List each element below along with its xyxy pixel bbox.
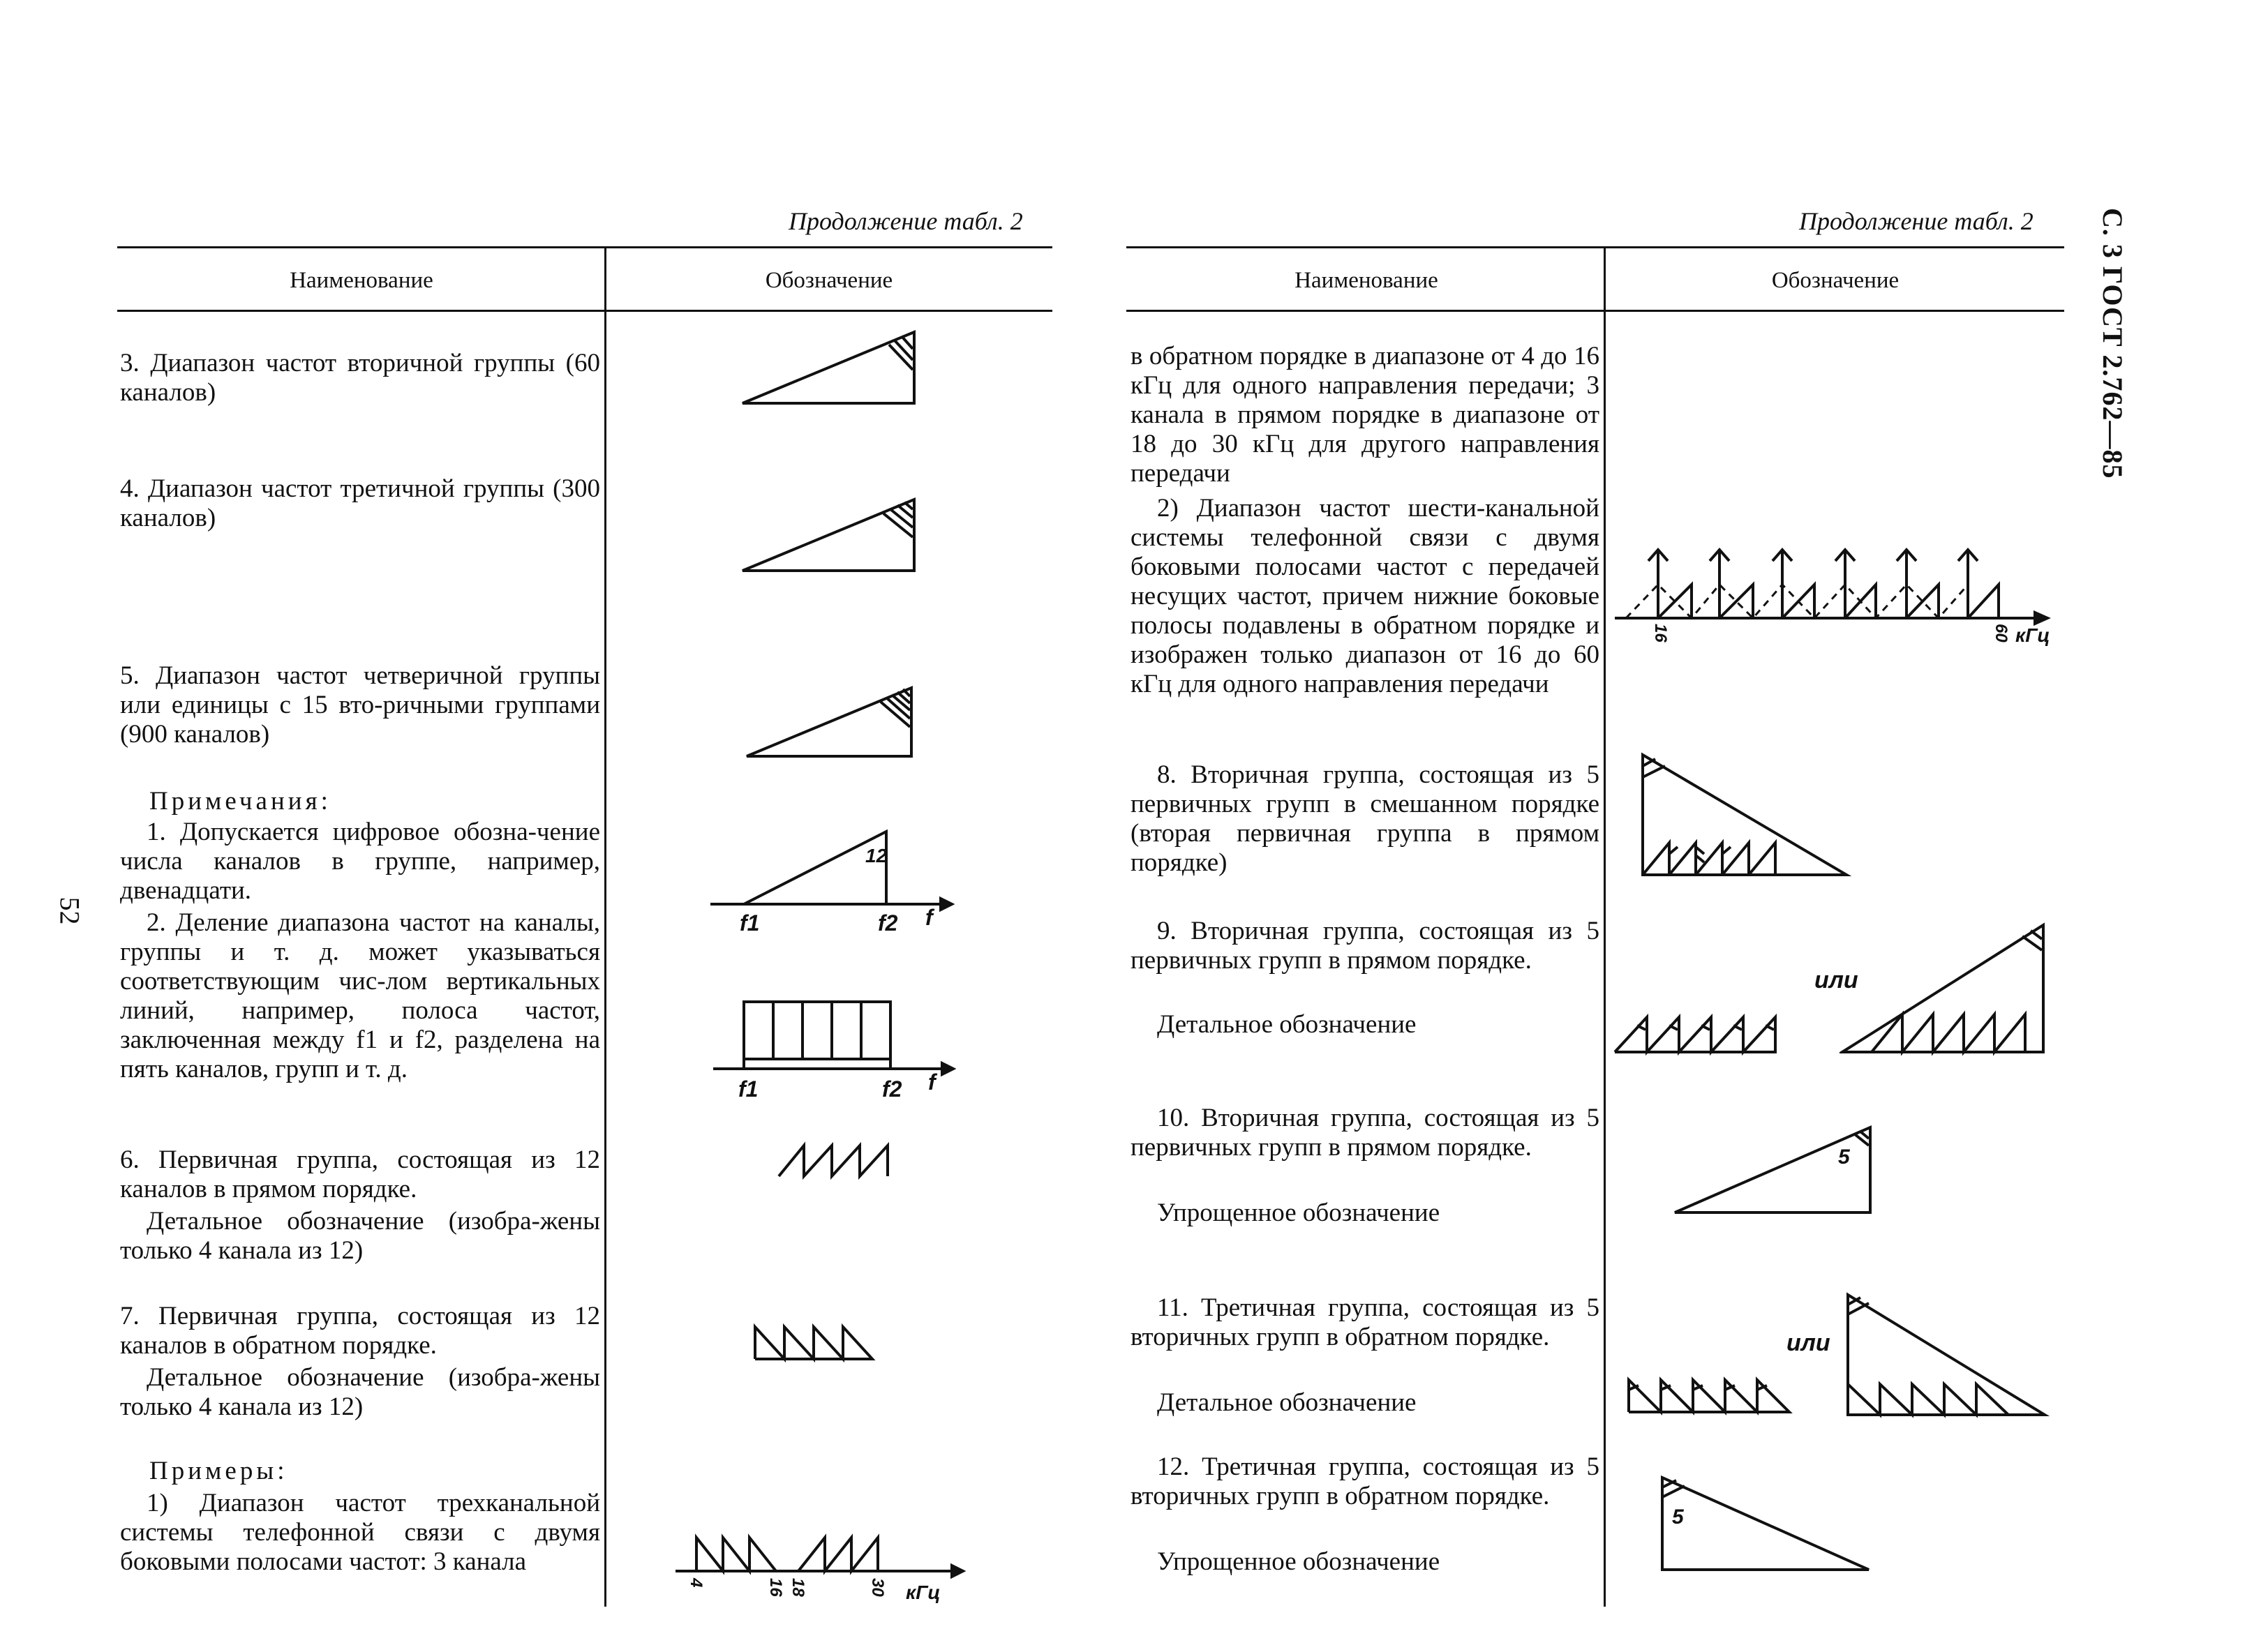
item-9-detail-symbol [1612,1010,1814,1059]
example-1-tick-30: 30 [868,1578,887,1597]
item-8-text: 8. Вторичная группа, состоящая из 5 первичных групп в смешанном порядке (вторая первичная группа в прямом порядке) [1130,760,1599,877]
item-12-detail-text: Упрощенное обозначение [1157,1547,1440,1576]
note-1-channel-count: 12 [865,845,888,866]
left-column-divider [604,246,606,1607]
example-1-continued-text: в обратном порядке в диапазоне от 4 до 16 кГц для одного направления передачи; 3 канала в прямом порядке в диапазоне от 18 до 30 кГц для другого направления передачи [1130,342,1599,488]
example-1-text: 1) Диапазон частот трехканальной системы телефонной связи с двумя боковыми полосами частот: 3 канала [120,1489,600,1576]
left-col-symbol-header: Обозначение [765,268,893,293]
left-col-name-header: Наименование [290,268,433,293]
item-12-text: 12. Третичная группа, состоящая из 5 вторичных групп в обратном порядке. [1130,1452,1599,1510]
item-10-symbol [1671,1122,1880,1219]
item-9-simplified-symbol [1840,919,2049,1059]
item-10-detail-text: Упрощенное обозначение [1157,1199,1440,1227]
item-11-detail-symbol [1626,1370,1814,1419]
item-7-detail-text: Детальное обозначение (изобра-жены только 4 канала из 12) [120,1363,600,1421]
example-1-symbol [670,1528,977,1625]
item-10-group-count: 5 [1838,1146,1850,1169]
item-3-symbol [740,328,921,412]
item-8-symbol [1637,749,1853,882]
side-header: С. 3 ГОСТ 2.762—85 [2097,208,2128,479]
example-2-text: 2) Диапазон частот шести-канальной системы телефонной связи с двумя боковыми полосами частот с передачей несущих частот, причем нижние боковые полосы подавлены в обратном порядке и изображен только диапазон от 16 до 60 кГц для одного направления передачи [1130,494,1599,698]
item-12-symbol [1657,1472,1880,1577]
note-2-text: 2. Деление диапазона частот на каналы, группы и т. д. может указываться соответствующим чис-лом вертикальных линий, например, полоса частот, заключенная между f1 и f2, разделена на пять каналов, групп и т. д. [120,908,600,1083]
example-1-tick-16: 16 [766,1578,785,1597]
examples-title: Примеры: [149,1457,288,1485]
item-11-simplified-symbol [1842,1289,2052,1422]
note-2-f-label: f [928,1069,936,1095]
left-page-number: 52 [54,896,86,925]
example-2-tick-16: 16 [1651,624,1670,643]
item-9-or-label: или [1814,967,1858,993]
note-1-f2-label: f2 [878,910,898,936]
example-1-tick-4: 4 [687,1578,706,1588]
item-9-detail-text: Детальное обозначение [1157,1010,1417,1039]
item-11-detail-text: Детальное обозначение [1157,1388,1417,1417]
left-header-bottom-rule [117,310,1052,312]
right-header-bottom-rule [1126,310,2064,312]
right-header-top-rule [1126,246,2064,248]
note-2-f2-label: f2 [882,1076,902,1102]
item-11-or-label: или [1786,1330,1830,1356]
item-6-text: 6. Первичная группа, состоящая из 12 каналов в прямом порядке. [120,1146,600,1203]
item-7-text: 7. Первичная группа, состоящая из 12 каналов в обратном порядке. [120,1302,600,1360]
item-5-symbol [744,684,925,760]
item-4-symbol [740,495,921,579]
note-1-text: 1. Допускается цифровое обозна-чение числа каналов в группе, например, двенадцати. [120,818,600,905]
right-column-divider [1604,246,1606,1607]
item-6-symbol [776,1140,909,1182]
example-1-tick-18: 18 [789,1578,807,1597]
right-col-name-header: Наименование [1294,268,1438,293]
notes-title: Примечания: [149,787,331,816]
note-2-symbol [705,993,956,1105]
right-continuation-label: Продолжение табл. 2 [1799,207,2034,235]
note-2-f1-label: f1 [738,1076,759,1102]
left-header-top-rule [117,246,1052,248]
item-3-text: 3. Диапазон частот вторичной группы (60 каналов) [120,349,600,407]
item-11-text: 11. Третичная группа, состоящая из 5 вторичных групп в обратном порядке. [1130,1293,1599,1351]
note-1-symbol [703,825,955,936]
right-col-symbol-header: Обозначение [1771,268,1900,293]
example-2-tick-60: 60 [1992,624,2010,643]
item-12-group-count: 5 [1672,1505,1684,1529]
example-1-unit: кГц [906,1582,941,1603]
item-7-symbol [751,1323,890,1365]
example-2-unit: кГц [2015,624,2050,646]
item-10-text: 10. Вторичная группа, состоящая из 5 первичных групп в прямом порядке. [1130,1104,1599,1162]
example-2-symbol [1605,537,2066,656]
note-1-f-label: f [925,905,933,930]
item-9-text: 9. Вторичная группа, состоящая из 5 первичных групп в прямом порядке. [1130,917,1599,975]
left-continuation-label: Продолжение табл. 2 [789,207,1023,235]
note-1-f1-label: f1 [740,910,760,936]
item-6-detail-text: Детальное обозначение (изобра-жены только 4 канала из 12) [120,1207,600,1265]
item-4-text: 4. Диапазон частот третичной группы (300 каналов) [120,474,600,532]
item-5-text: 5. Диапазон частот четверичной группы или единицы с 15 вто-ричными группами (900 каналов) [120,661,600,749]
